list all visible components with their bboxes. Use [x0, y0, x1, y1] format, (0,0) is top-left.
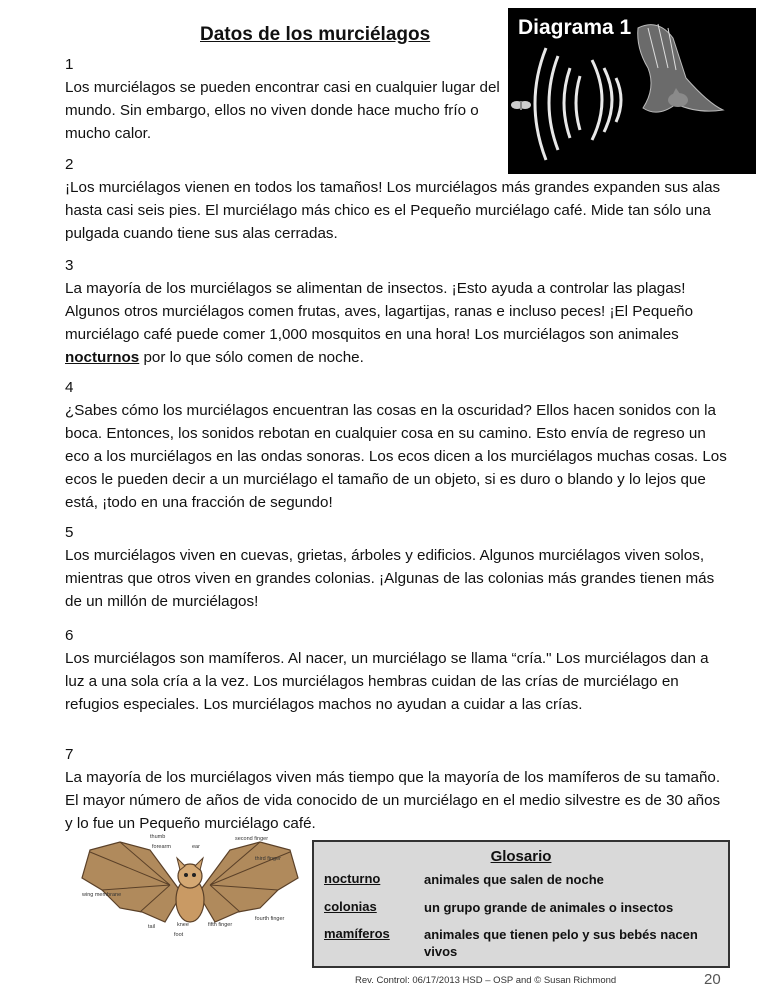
paragraph-text: La mayoría de los murciélagos viven más tiempo que la mayoría de los mamíferos de su tamaño. El mayor número de años de vida conocido de un murciélago en el medio silvestre es de 30 años y lo fue un Pequeño murciélago café. — [65, 769, 721, 832]
paragraph-1 — [65, 53, 505, 145]
bat-anatomy-icon — [80, 830, 300, 945]
paragraph-3 — [65, 254, 730, 369]
glossary-definition: un grupo grande de animales o insectos — [424, 900, 674, 915]
echolocation-diagram — [508, 8, 756, 174]
page-number: 20 — [704, 971, 721, 988]
paragraph-5 — [65, 521, 730, 613]
paragraph-text-part: La mayoría de los murciélagos se alimentan de insectos. ¡Esto ayuda a controlar las plagas! Algunos otros murciélagos comen frutas, aves, lagartijas, ranas e incluso peces! ¡El Pequeño murciélago café puede comer 1,000 mosquitos en una hora! Los murciélagos son animales — [65, 280, 694, 343]
paragraph-text-part: por lo que sólo comen de noche. — [139, 349, 364, 366]
label-fifth-finger: fifth finger — [208, 922, 233, 928]
glossary-title: Glosario — [490, 848, 552, 865]
label-third-finger: third finger — [255, 856, 281, 862]
paragraph-6 — [65, 624, 730, 716]
bat-anatomy-illustration — [80, 830, 300, 945]
glossary-definition: animales que salen de noche — [424, 872, 604, 887]
moth-icon — [511, 101, 531, 110]
label-forearm: forearm — [152, 844, 171, 850]
label-ear: ear — [192, 844, 200, 850]
label-second-finger: second finger — [235, 836, 269, 842]
glossary-term: colonias — [324, 899, 377, 914]
paragraph-number: 4 — [65, 379, 74, 396]
sound-waves — [535, 48, 621, 160]
paragraph-text: ¿Sabes cómo los murciélagos encuentran las cosas en la oscuridad? Ellos hacen sonidos con la boca. Entonces, los sonidos rebotan en cualquier cosa en su camino. Esto envía de regreso un eco a los murciélagos en las ondas sonoras. Los ecos dicen a los murciélagos muchas cosas. Los ecos le pueden decir a un murciélago el tamaño de un objeto, si es duro o blando y lo lejos que está, ¡todo en una fracción de segundo! — [65, 402, 727, 511]
glossary-term: mamíferos — [324, 926, 390, 941]
diagram-title: Diagrama 1 — [518, 16, 632, 39]
label-thumb: thumb — [150, 834, 166, 840]
revision-footer: Rev. Control: 06/17/2013 HSD – OSP and © Susan Richmond — [355, 975, 617, 986]
bat-icon — [638, 24, 723, 112]
paragraph-number: 5 — [65, 524, 74, 541]
paragraph-4 — [65, 376, 730, 514]
glossary-definition: animales que tienen pelo y sus bebés nacen vivos — [424, 927, 698, 959]
label-knee: knee — [177, 922, 189, 928]
page-title: Datos de los murciélagos — [200, 24, 431, 45]
paragraph-text: Los murciélagos son mamíferos. Al nacer, un murciélago se llama “cría." Los murciélagos dan a luz a una sola cría a la vez. Los murciélagos hembras cuidan de las crías de murciélago en refugios especiales. Los murciélagos machos no ayudan a cuidar a las crías. — [65, 650, 709, 713]
label-tail: tail — [148, 924, 156, 930]
paragraph-number: 2 — [65, 156, 74, 173]
paragraph-number: 3 — [65, 257, 74, 274]
label-fourth-finger: fourth finger — [255, 916, 285, 922]
paragraph-text: ¡Los murciélagos vienen en todos los tamaños! Los murciélagos más grandes expanden sus alas hasta casi seis pies. El murciélago más chico es el Pequeño murciélago café. Mide tan sólo una pulgada cuando tiene sus alas cerradas. — [65, 179, 721, 242]
paragraph-number: 6 — [65, 627, 74, 644]
label-wing-membrane: wing membrane — [82, 892, 122, 898]
paragraph-text: Los murciélagos viven en cuevas, grietas, árboles y edificios. Algunos murciélagos viven solos, mientras que otros viven en grandes colonias. ¡Algunas de las colonias más grandes tienen más de un millón de murciélagos! — [65, 547, 715, 610]
paragraph-number: 7 — [65, 746, 74, 763]
label-foot: foot — [174, 932, 184, 938]
paragraph-text — [65, 277, 730, 369]
keyword-nocturnos: nocturnos — [65, 349, 140, 366]
paragraph-number: 1 — [65, 56, 74, 73]
glossary-box — [312, 840, 730, 968]
paragraph-text: Los murciélagos se pueden encontrar casi en cualquier lugar del mundo. Sin embargo, ellos no viven donde hace mucho frío o mucho calor. — [65, 79, 500, 142]
paragraph-7 — [65, 743, 730, 835]
glossary-term: nocturno — [324, 871, 381, 886]
